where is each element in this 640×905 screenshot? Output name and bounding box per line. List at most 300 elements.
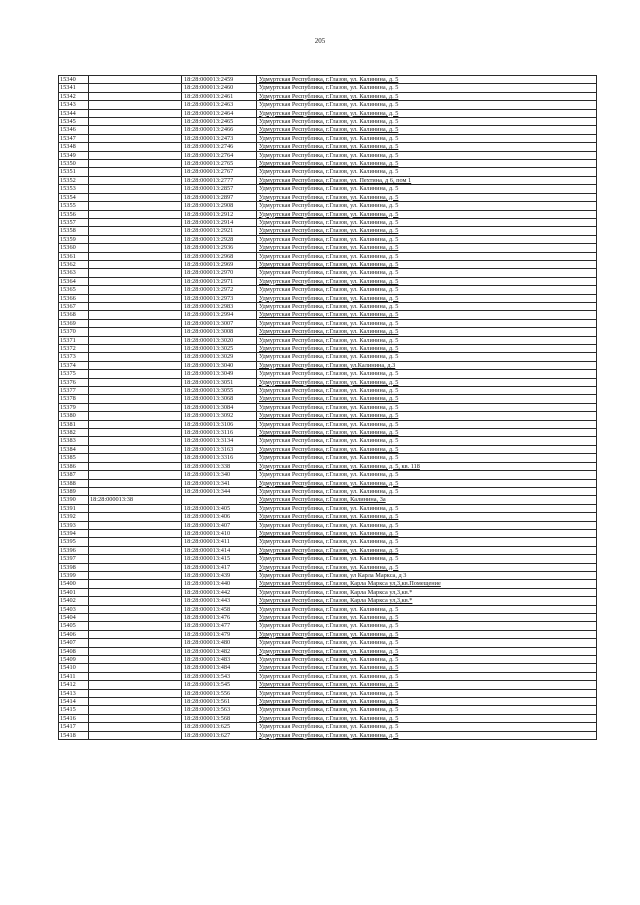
- address-cell: Удмуртская Республика, г.Глазов, ул. Калинина, д. 5: [257, 260, 597, 268]
- address-cell: Удмуртская Республика, г.Глазов, ул. Калинина, д. 5: [257, 218, 597, 226]
- address-cell: Удмуртская Республика, г.Глазов, ул. Калинина, д. 5: [257, 614, 597, 622]
- table-row: [59, 521, 597, 529]
- row-number-cell: 15409: [59, 656, 89, 664]
- address-cell: Удмуртская Республика, г.Глазов, ул. Калинина, д. 5: [257, 269, 597, 277]
- address-cell: Удмуртская Республика, г.Глазов, ул.Калинина, д.3: [257, 361, 597, 369]
- cadastral-number-cell: 18:28:000013:417: [182, 563, 257, 571]
- table-row: [59, 143, 597, 151]
- table-row: [59, 698, 597, 706]
- row-number-cell: 15341: [59, 84, 89, 92]
- cadastral-number-cell: 18:28:000013:482: [182, 647, 257, 655]
- table-row: [59, 193, 597, 201]
- parcel-cadastral-number-cell: [89, 235, 182, 243]
- parcel-cadastral-number-cell: [89, 387, 182, 395]
- parcel-cadastral-number-cell: [89, 731, 182, 739]
- cadastral-number-cell: 18:28:000013:543: [182, 672, 257, 680]
- address-cell: Удмуртская Республика, г.Глазов, ул. Калинина, д. 5: [257, 244, 597, 252]
- parcel-cadastral-number-cell: [89, 714, 182, 722]
- row-number-cell: 15348: [59, 143, 89, 151]
- address-cell: Удмуртская Республика, г.Глазов, ул. Калинина, д. 5: [257, 336, 597, 344]
- address-cell: Удмуртская Республика, г.Глазов, Калинина, 3а: [257, 496, 597, 504]
- parcel-cadastral-number-cell: [89, 471, 182, 479]
- cadastral-number-cell: 18:28:000013:338: [182, 462, 257, 470]
- address-cell: Удмуртская Республика, г.Глазов, ул. Калинина, д. 5: [257, 202, 597, 210]
- registry-table-body: [59, 76, 597, 740]
- address-cell: Удмуртская Республика, г.Глазов, ул Карла Маркса, д 3: [257, 571, 597, 579]
- row-number-cell: 15376: [59, 378, 89, 386]
- table-row: [59, 504, 597, 512]
- table-row: [59, 76, 597, 84]
- cadastral-number-cell: 18:28:000013:483: [182, 656, 257, 664]
- table-row: [59, 614, 597, 622]
- table-row: [59, 227, 597, 235]
- parcel-cadastral-number-cell: [89, 672, 182, 680]
- cadastral-number-cell: 18:28:000013:407: [182, 521, 257, 529]
- row-number-cell: 15349: [59, 151, 89, 159]
- parcel-cadastral-number-cell: [89, 706, 182, 714]
- address-cell: Удмуртская Республика, г.Глазов, ул. Калинина, д. 5: [257, 681, 597, 689]
- table-row: [59, 302, 597, 310]
- row-number-cell: 15347: [59, 134, 89, 142]
- table-row: [59, 630, 597, 638]
- cadastral-number-cell: 18:28:000013:2464: [182, 109, 257, 117]
- table-row: [59, 723, 597, 731]
- row-number-cell: 15387: [59, 471, 89, 479]
- parcel-cadastral-number-cell: [89, 555, 182, 563]
- cadastral-number-cell: 18:28:000013:2465: [182, 118, 257, 126]
- address-cell: Удмуртская Республика, г.Глазов, ул. Калинина, д. 5: [257, 311, 597, 319]
- address-cell: Удмуртская Республика, г.Глазов, Карла Маркса ул,3,кв.*: [257, 597, 597, 605]
- cadastral-number-cell: 18:28:000013:3055: [182, 387, 257, 395]
- cadastral-number-cell: 18:28:000013:2968: [182, 252, 257, 260]
- cadastral-number-cell: 18:28:000013:480: [182, 639, 257, 647]
- cadastral-number-cell: 18:28:000013:414: [182, 546, 257, 554]
- parcel-cadastral-number-cell: [89, 656, 182, 664]
- address-cell: Удмуртская Республика, г.Глазов, ул. Калинина, д. 5: [257, 647, 597, 655]
- parcel-cadastral-number-cell: [89, 546, 182, 554]
- row-number-cell: 15406: [59, 630, 89, 638]
- row-number-cell: 15360: [59, 244, 89, 252]
- cadastral-number-cell: 18:28:000013:2994: [182, 311, 257, 319]
- table-row: [59, 706, 597, 714]
- parcel-cadastral-number-cell: [89, 244, 182, 252]
- table-row: [59, 689, 597, 697]
- address-cell: Удмуртская Республика, г.Глазов, ул. Калинина, д. 5: [257, 370, 597, 378]
- cadastral-number-cell: 18:28:000013:3116: [182, 429, 257, 437]
- cadastral-number-cell: 18:28:000013:2970: [182, 269, 257, 277]
- table-row: [59, 277, 597, 285]
- table-row: [59, 134, 597, 142]
- parcel-cadastral-number-cell: [89, 252, 182, 260]
- row-number-cell: 15414: [59, 698, 89, 706]
- cadastral-number-cell: 18:28:000013:477: [182, 622, 257, 630]
- address-cell: Удмуртская Республика, г.Глазов, ул. Калинина, д. 5: [257, 387, 597, 395]
- row-number-cell: 15351: [59, 168, 89, 176]
- row-number-cell: 15416: [59, 714, 89, 722]
- parcel-cadastral-number-cell: [89, 462, 182, 470]
- table-row: [59, 437, 597, 445]
- table-row: [59, 151, 597, 159]
- parcel-cadastral-number-cell: [89, 210, 182, 218]
- cadastral-number-cell: 18:28:000013:440: [182, 580, 257, 588]
- table-row: [59, 160, 597, 168]
- address-cell: Удмуртская Республика, г.Глазов, ул. Калинина, д. 5: [257, 605, 597, 613]
- row-number-cell: 15403: [59, 605, 89, 613]
- cadastral-number-cell: 18:28:000013:3025: [182, 345, 257, 353]
- cadastral-number-cell: 18:28:000013:2461: [182, 92, 257, 100]
- table-row: [59, 92, 597, 100]
- address-cell: Удмуртская Республика, г.Глазов, ул. Калинина, д. 5: [257, 101, 597, 109]
- table-row: [59, 588, 597, 596]
- cadastral-number-cell: 18:28:000013:3092: [182, 412, 257, 420]
- row-number-cell: 15350: [59, 160, 89, 168]
- table-row: [59, 235, 597, 243]
- row-number-cell: 15371: [59, 336, 89, 344]
- table-row: [59, 513, 597, 521]
- table-row: [59, 336, 597, 344]
- row-number-cell: 15413: [59, 689, 89, 697]
- address-cell: Удмуртская Республика, г.Глазов, ул. Калинина, д. 5: [257, 437, 597, 445]
- row-number-cell: 15393: [59, 521, 89, 529]
- cadastral-number-cell: 18:28:000013:410: [182, 529, 257, 537]
- cadastral-number-cell: 18:28:000013:556: [182, 689, 257, 697]
- cadastral-number-cell: 18:28:000013:344: [182, 487, 257, 495]
- address-cell: Удмуртская Республика, г.Глазов, ул. Калинина, д. 5: [257, 513, 597, 521]
- parcel-cadastral-number-cell: [89, 101, 182, 109]
- address-cell: Удмуртская Республика, г.Глазов, ул. Калинина, д. 5: [257, 193, 597, 201]
- row-number-cell: 15417: [59, 723, 89, 731]
- parcel-cadastral-number-cell: [89, 689, 182, 697]
- cadastral-number-cell: 18:28:000013:340: [182, 471, 257, 479]
- table-row: [59, 286, 597, 294]
- parcel-cadastral-number-cell: [89, 160, 182, 168]
- table-row: [59, 571, 597, 579]
- parcel-cadastral-number-cell: [89, 168, 182, 176]
- parcel-cadastral-number-cell: [89, 588, 182, 596]
- address-cell: Удмуртская Республика, г.Глазов, ул. Калинина, д. 5: [257, 168, 597, 176]
- row-number-cell: 15418: [59, 731, 89, 739]
- table-row: [59, 538, 597, 546]
- parcel-cadastral-number-cell: [89, 336, 182, 344]
- address-cell: Удмуртская Республика, г.Глазов, ул. Калинина, д. 5: [257, 76, 597, 84]
- parcel-cadastral-number-cell: [89, 143, 182, 151]
- cadastral-number-cell: 18:28:000013:2460: [182, 84, 257, 92]
- parcel-cadastral-number-cell: [89, 412, 182, 420]
- cadastral-number-cell: 18:28:000013:2463: [182, 101, 257, 109]
- table-row: [59, 260, 597, 268]
- row-number-cell: 15396: [59, 546, 89, 554]
- table-row: [59, 462, 597, 470]
- address-cell: Удмуртская Республика, г.Глазов, ул. Калинина, д. 5: [257, 378, 597, 386]
- row-number-cell: 15366: [59, 294, 89, 302]
- cadastral-number-cell: 18:28:000013:2777: [182, 176, 257, 184]
- parcel-cadastral-number-cell: [89, 614, 182, 622]
- cadastral-number-cell: [182, 496, 257, 504]
- address-cell: Удмуртская Республика, г.Глазов, ул. Калинина, д. 5: [257, 118, 597, 126]
- table-row: [59, 622, 597, 630]
- parcel-cadastral-number-cell: [89, 529, 182, 537]
- table-row: [59, 471, 597, 479]
- address-cell: Удмуртская Республика, г.Глазов, ул. Калинина, д. 5: [257, 504, 597, 512]
- cadastral-number-cell: 18:28:000013:2983: [182, 302, 257, 310]
- cadastral-number-cell: 18:28:000013:3049: [182, 370, 257, 378]
- table-row: [59, 429, 597, 437]
- cadastral-number-cell: 18:28:000013:2857: [182, 185, 257, 193]
- address-cell: Удмуртская Республика, г.Глазов, ул. Калинина, д. 5: [257, 319, 597, 327]
- address-cell: Удмуртская Республика, г.Глазов, Карла Маркса ул,3,кв.Помещение: [257, 580, 597, 588]
- row-number-cell: 15363: [59, 269, 89, 277]
- address-cell: Удмуртская Республика, г.Глазов, ул. Калинина, д. 5: [257, 630, 597, 638]
- address-cell: Удмуртская Республика, г.Глазов, ул. Калинина, д. 5: [257, 521, 597, 529]
- address-cell: Удмуртская Республика, г.Глазов, ул. Калинина, д. 5: [257, 672, 597, 680]
- cadastral-number-cell: 18:28:000013:2466: [182, 126, 257, 134]
- row-number-cell: 15399: [59, 571, 89, 579]
- address-cell: Удмуртская Республика, г.Глазов, ул. Калинина, д. 5: [257, 714, 597, 722]
- parcel-cadastral-number-cell: [89, 319, 182, 327]
- table-row: [59, 387, 597, 395]
- address-cell: Удмуртская Республика, г.Глазов, ул. Калинина, д. 5: [257, 252, 597, 260]
- row-number-cell: 15380: [59, 412, 89, 420]
- parcel-cadastral-number-cell: [89, 429, 182, 437]
- address-cell: Удмуртская Республика, г.Глазов, ул. Калинина, д. 5: [257, 84, 597, 92]
- row-number-cell: 15400: [59, 580, 89, 588]
- parcel-cadastral-number-cell: [89, 647, 182, 655]
- row-number-cell: 15346: [59, 126, 89, 134]
- row-number-cell: 15395: [59, 538, 89, 546]
- row-number-cell: 15381: [59, 420, 89, 428]
- parcel-cadastral-number-cell: [89, 185, 182, 193]
- cadastral-number-cell: 18:28:000013:2928: [182, 235, 257, 243]
- address-cell: Удмуртская Республика, г.Глазов, ул. Калинина, д. 5: [257, 328, 597, 336]
- cadastral-number-cell: 18:28:000013:442: [182, 588, 257, 596]
- parcel-cadastral-number-cell: [89, 218, 182, 226]
- row-number-cell: 15368: [59, 311, 89, 319]
- table-row: [59, 185, 597, 193]
- cadastral-number-cell: 18:28:000013:3029: [182, 353, 257, 361]
- parcel-cadastral-number-cell: [89, 118, 182, 126]
- row-number-cell: 15392: [59, 513, 89, 521]
- address-cell: Удмуртская Республика, г.Глазов, ул. Калинина, д. 5: [257, 286, 597, 294]
- parcel-cadastral-number-cell: [89, 622, 182, 630]
- table-row: [59, 269, 597, 277]
- address-cell: Удмуртская Республика, г.Глазов, ул. Калинина, д. 5: [257, 429, 597, 437]
- row-number-cell: 15394: [59, 529, 89, 537]
- address-cell: Удмуртская Республика, г.Глазов, ул. Калинина, д. 5: [257, 345, 597, 353]
- row-number-cell: 15365: [59, 286, 89, 294]
- cadastral-number-cell: 18:28:000013:561: [182, 698, 257, 706]
- parcel-cadastral-number-cell: [89, 302, 182, 310]
- table-row: [59, 319, 597, 327]
- cadastral-number-cell: 18:28:000013:627: [182, 731, 257, 739]
- parcel-cadastral-number-cell: [89, 437, 182, 445]
- address-cell: Удмуртская Республика, г.Глазов, ул. Калинина, д. 5: [257, 151, 597, 159]
- row-number-cell: 15397: [59, 555, 89, 563]
- table-row: [59, 714, 597, 722]
- address-cell: Удмуртская Республика, г.Глазов, ул. Калинина, д. 5: [257, 538, 597, 546]
- address-cell: Удмуртская Республика, г.Глазов, ул. Калинина, д. 5: [257, 353, 597, 361]
- parcel-cadastral-number-cell: [89, 698, 182, 706]
- row-number-cell: 15372: [59, 345, 89, 353]
- parcel-cadastral-number-cell: [89, 151, 182, 159]
- row-number-cell: 15391: [59, 504, 89, 512]
- table-row: [59, 353, 597, 361]
- table-row: [59, 580, 597, 588]
- cadastral-number-cell: 18:28:000013:3051: [182, 378, 257, 386]
- cadastral-number-cell: 18:28:000013:443: [182, 597, 257, 605]
- cadastral-number-cell: 18:28:000013:2765: [182, 160, 257, 168]
- row-number-cell: 15404: [59, 614, 89, 622]
- table-row: [59, 118, 597, 126]
- parcel-cadastral-number-cell: [89, 580, 182, 588]
- cadastral-number-cell: 18:28:000013:563: [182, 706, 257, 714]
- row-number-cell: 15385: [59, 454, 89, 462]
- parcel-cadastral-number-cell: [89, 605, 182, 613]
- row-number-cell: 15355: [59, 202, 89, 210]
- row-number-cell: 15359: [59, 235, 89, 243]
- row-number-cell: 15402: [59, 597, 89, 605]
- table-row: [59, 639, 597, 647]
- table-row: [59, 412, 597, 420]
- table-row: [59, 479, 597, 487]
- parcel-cadastral-number-cell: [89, 370, 182, 378]
- address-cell: Удмуртская Республика, г.Глазов, Карла Маркса ул,3,кв.*: [257, 588, 597, 596]
- parcel-cadastral-number-cell: [89, 504, 182, 512]
- address-cell: Удмуртская Республика, г.Глазов, ул. Калинина, д. 5: [257, 731, 597, 739]
- address-cell: Удмуртская Республика, г.Глазов, ул. Калинина, д. 5: [257, 487, 597, 495]
- table-row: [59, 555, 597, 563]
- row-number-cell: 15358: [59, 227, 89, 235]
- address-cell: Удмуртская Республика, г.Глазов, ул. Пехтина, д 6, пом 1: [257, 176, 597, 184]
- parcel-cadastral-number-cell: [89, 395, 182, 403]
- parcel-cadastral-number-cell: [89, 176, 182, 184]
- address-cell: Удмуртская Республика, г.Глазов, ул. Калинина, д. 5: [257, 479, 597, 487]
- row-number-cell: 15340: [59, 76, 89, 84]
- table-row: [59, 244, 597, 252]
- row-number-cell: 15345: [59, 118, 89, 126]
- parcel-cadastral-number-cell: [89, 286, 182, 294]
- row-number-cell: 15361: [59, 252, 89, 260]
- address-cell: Удмуртская Республика, г.Глазов, ул. Калинина, д. 5: [257, 92, 597, 100]
- address-cell: Удмуртская Республика, г.Глазов, ул. Калинина, д. 5, кв. 118: [257, 462, 597, 470]
- table-row: [59, 202, 597, 210]
- address-cell: Удмуртская Республика, г.Глазов, ул. Калинина, д. 5: [257, 185, 597, 193]
- table-row: [59, 529, 597, 537]
- cadastral-number-cell: 18:28:000013:2746: [182, 143, 257, 151]
- parcel-cadastral-number-cell: [89, 353, 182, 361]
- table-row: [59, 84, 597, 92]
- row-number-cell: 15401: [59, 588, 89, 596]
- parcel-cadastral-number-cell: [89, 513, 182, 521]
- parcel-cadastral-number-cell: [89, 134, 182, 142]
- cadastral-number-cell: 18:28:000013:3084: [182, 403, 257, 411]
- cadastral-number-cell: 18:28:000013:458: [182, 605, 257, 613]
- row-number-cell: 15343: [59, 101, 89, 109]
- parcel-cadastral-number-cell: [89, 521, 182, 529]
- row-number-cell: 15357: [59, 218, 89, 226]
- table-row: [59, 168, 597, 176]
- address-cell: Удмуртская Республика, г.Глазов, ул. Калинина, д. 5: [257, 706, 597, 714]
- parcel-cadastral-number-cell: [89, 723, 182, 731]
- address-cell: Удмуртская Республика, г.Глазов, ул. Калинина, д. 5: [257, 302, 597, 310]
- parcel-cadastral-number-cell: [89, 378, 182, 386]
- row-number-cell: 15388: [59, 479, 89, 487]
- parcel-cadastral-number-cell: [89, 538, 182, 546]
- parcel-cadastral-number-cell: [89, 597, 182, 605]
- address-cell: Удмуртская Республика, г.Глазов, ул. Калинина, д. 5: [257, 689, 597, 697]
- address-cell: Удмуртская Республика, г.Глазов, ул. Калинина, д. 5: [257, 656, 597, 664]
- parcel-cadastral-number-cell: [89, 630, 182, 638]
- cadastral-number-cell: 18:28:000013:484: [182, 664, 257, 672]
- row-number-cell: 15412: [59, 681, 89, 689]
- table-row: [59, 252, 597, 260]
- table-row: [59, 218, 597, 226]
- cadastral-number-cell: 18:28:000013:2914: [182, 218, 257, 226]
- address-cell: Удмуртская Республика, г.Глазов, ул. Калинина, д. 5: [257, 622, 597, 630]
- parcel-cadastral-number-cell: [89, 294, 182, 302]
- parcel-cadastral-number-cell: [89, 345, 182, 353]
- cadastral-number-cell: 18:28:000013:3040: [182, 361, 257, 369]
- cadastral-number-cell: 18:28:000013:2973: [182, 294, 257, 302]
- cadastral-number-cell: 18:28:000013:341: [182, 479, 257, 487]
- row-number-cell: 15384: [59, 445, 89, 453]
- parcel-cadastral-number-cell: [89, 76, 182, 84]
- row-number-cell: 15382: [59, 429, 89, 437]
- row-number-cell: 15389: [59, 487, 89, 495]
- cadastral-number-cell: 18:28:000013:439: [182, 571, 257, 579]
- address-cell: Удмуртская Республика, г.Глазов, ул. Калинина, д. 5: [257, 294, 597, 302]
- table-row: [59, 101, 597, 109]
- cadastral-number-cell: 18:28:000013:2897: [182, 193, 257, 201]
- cadastral-number-cell: 18:28:000013:415: [182, 555, 257, 563]
- parcel-cadastral-number-cell: [89, 260, 182, 268]
- parcel-cadastral-number-cell: [89, 92, 182, 100]
- row-number-cell: 15342: [59, 92, 89, 100]
- address-cell: Удмуртская Республика, г.Глазов, ул. Калинина, д. 5: [257, 529, 597, 537]
- row-number-cell: 15344: [59, 109, 89, 117]
- row-number-cell: 15386: [59, 462, 89, 470]
- parcel-cadastral-number-cell: [89, 664, 182, 672]
- cadastral-number-cell: 18:28:000013:3316: [182, 454, 257, 462]
- cadastral-number-cell: 18:28:000013:3020: [182, 336, 257, 344]
- parcel-cadastral-number-cell: [89, 639, 182, 647]
- table-row: [59, 597, 597, 605]
- cadastral-number-cell: 18:28:000013:2921: [182, 227, 257, 235]
- address-cell: Удмуртская Республика, г.Глазов, ул. Калинина, д. 5: [257, 563, 597, 571]
- row-number-cell: 15411: [59, 672, 89, 680]
- address-cell: Удмуртская Республика, г.Глазов, ул. Калинина, д. 5: [257, 235, 597, 243]
- parcel-cadastral-number-cell: [89, 445, 182, 453]
- parcel-cadastral-number-cell: [89, 227, 182, 235]
- address-cell: Удмуртская Республика, г.Глазов, ул. Калинина, д. 5: [257, 412, 597, 420]
- cadastral-number-cell: 18:28:000013:545: [182, 681, 257, 689]
- cadastral-number-cell: 18:28:000013:3163: [182, 445, 257, 453]
- cadastral-number-cell: 18:28:000013:2767: [182, 168, 257, 176]
- address-cell: Удмуртская Республика, г.Глазов, ул. Калинина, д. 5: [257, 454, 597, 462]
- cadastral-number-cell: 18:28:000013:479: [182, 630, 257, 638]
- address-cell: Удмуртская Республика, г.Глазов, ул. Калинина, д. 5: [257, 403, 597, 411]
- row-number-cell: 15367: [59, 302, 89, 310]
- address-cell: Удмуртская Республика, г.Глазов, ул. Калинина, д. 5: [257, 546, 597, 554]
- table-row: [59, 176, 597, 184]
- cadastral-number-cell: 18:28:000013:406: [182, 513, 257, 521]
- address-cell: Удмуртская Республика, г.Глазов, ул. Калинина, д. 5: [257, 639, 597, 647]
- row-number-cell: 15374: [59, 361, 89, 369]
- table-row: [59, 126, 597, 134]
- parcel-cadastral-number-cell: [89, 487, 182, 495]
- row-number-cell: 15383: [59, 437, 89, 445]
- table-row: [59, 605, 597, 613]
- address-cell: Удмуртская Республика, г.Глазов, ул. Калинина, д. 5: [257, 723, 597, 731]
